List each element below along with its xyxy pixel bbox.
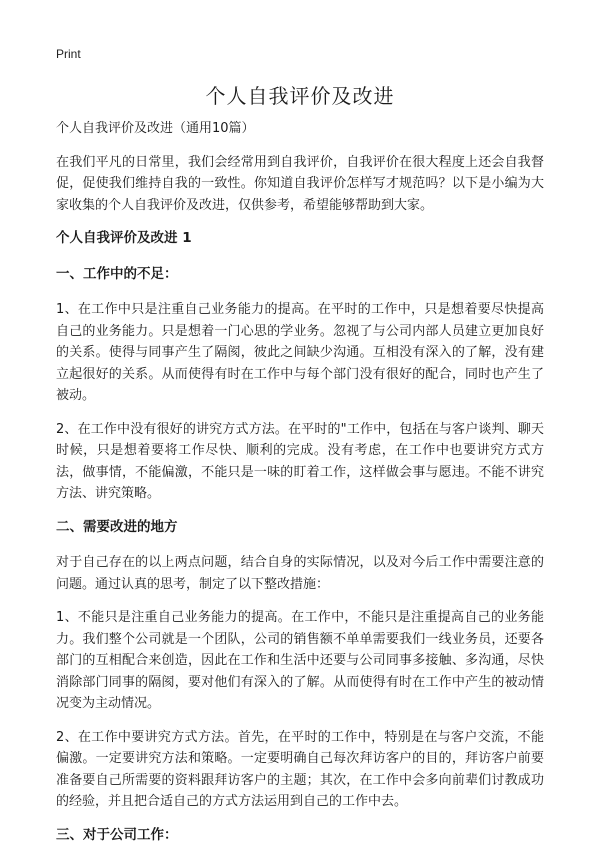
- intro-paragraph: 在我们平凡的日常里，我们会经常用到自我评价，自我评价在很大程度上还会自我督促，促使我们维持自我的一致性。你知道自我评价怎样写才规范吗？以下是小编为大家收集的个人自我评价及改进，仅供参考，希望能够帮助到大家。: [56, 154, 544, 213]
- section-heading: 个人自我评价及改进 1: [56, 230, 192, 246]
- document-body: [56, 118, 544, 860]
- page-title: 个人自我评价及改进: [205, 84, 395, 108]
- document-subtitle: 个人自我评价及改进（通用10篇）: [56, 121, 255, 136]
- part2-heading: 二、需要改进的地方: [56, 518, 178, 535]
- part2-intro: 对于自己存在的以上两点问题，结合自身的实际情况，以及对今后工作中需要注意的问题。通过认真的思考，制定了以下整改措施：: [56, 555, 544, 592]
- part2-paragraph-1: 1、不能只是注重自己业务能力的提高。在工作中，不能只是注重提高自己的业务能力。我们整个公司就是一个团队，公司的销售额不单单需要我们一线业务员，还要各部门的互相配合来创造，因此在工作和生活中还要与公司同事多接触、多沟通，尽快消除部门同事的隔阂，要对他们有深入的了解。从而使得有时在工作中产生的被动情况变为主动情况。: [56, 610, 544, 711]
- part1-heading: 一、工作中的不足：: [56, 265, 178, 282]
- part1-paragraph-2: 2、在工作中没有很好的讲究方式方法。在平时的"工作中，包括在与客户谈判、聊天时候，只是想着要将工作尽快、顺利的完成。没有考虑，在工作中也要讲究方式方法，做事情，不能偏激，不能只是一味的盯着工作，这样做会事与愿违。不能不讲究方法、讲究策略。: [56, 421, 544, 501]
- part3-heading: 三、对于公司工作：: [56, 826, 178, 843]
- part1-paragraph-1: 1、在工作中只是注重自己业务能力的提高。在平时的工作中，只是想着要尽快提高自己的业务能力。只是想着一门心思的学业务。忽视了与公司内部人员建立更加良好的关系。使得与同事产生了隔阂，彼此之间缺少沟通。互相没有深入的了解，没有建立起很好的关系。从而使得有时在工作中与每个部门没有很好的配合，同时也产生了被动。: [56, 302, 544, 403]
- print-label[interactable]: Print: [56, 47, 81, 61]
- part2-paragraph-2: 2、在工作中要讲究方式方法。首先，在平时的工作中，特别是在与客户交流，不能偏激。一定要讲究方法和策略。一定要明确自己每次拜访客户的目的，拜访客户前要准备要自己所需要的资料跟拜访客户的主题；其次，在工作中会多向前辈们讨教成功的经验，并且把合适自己的方式方法运用到自己的工作中去。: [56, 729, 544, 809]
